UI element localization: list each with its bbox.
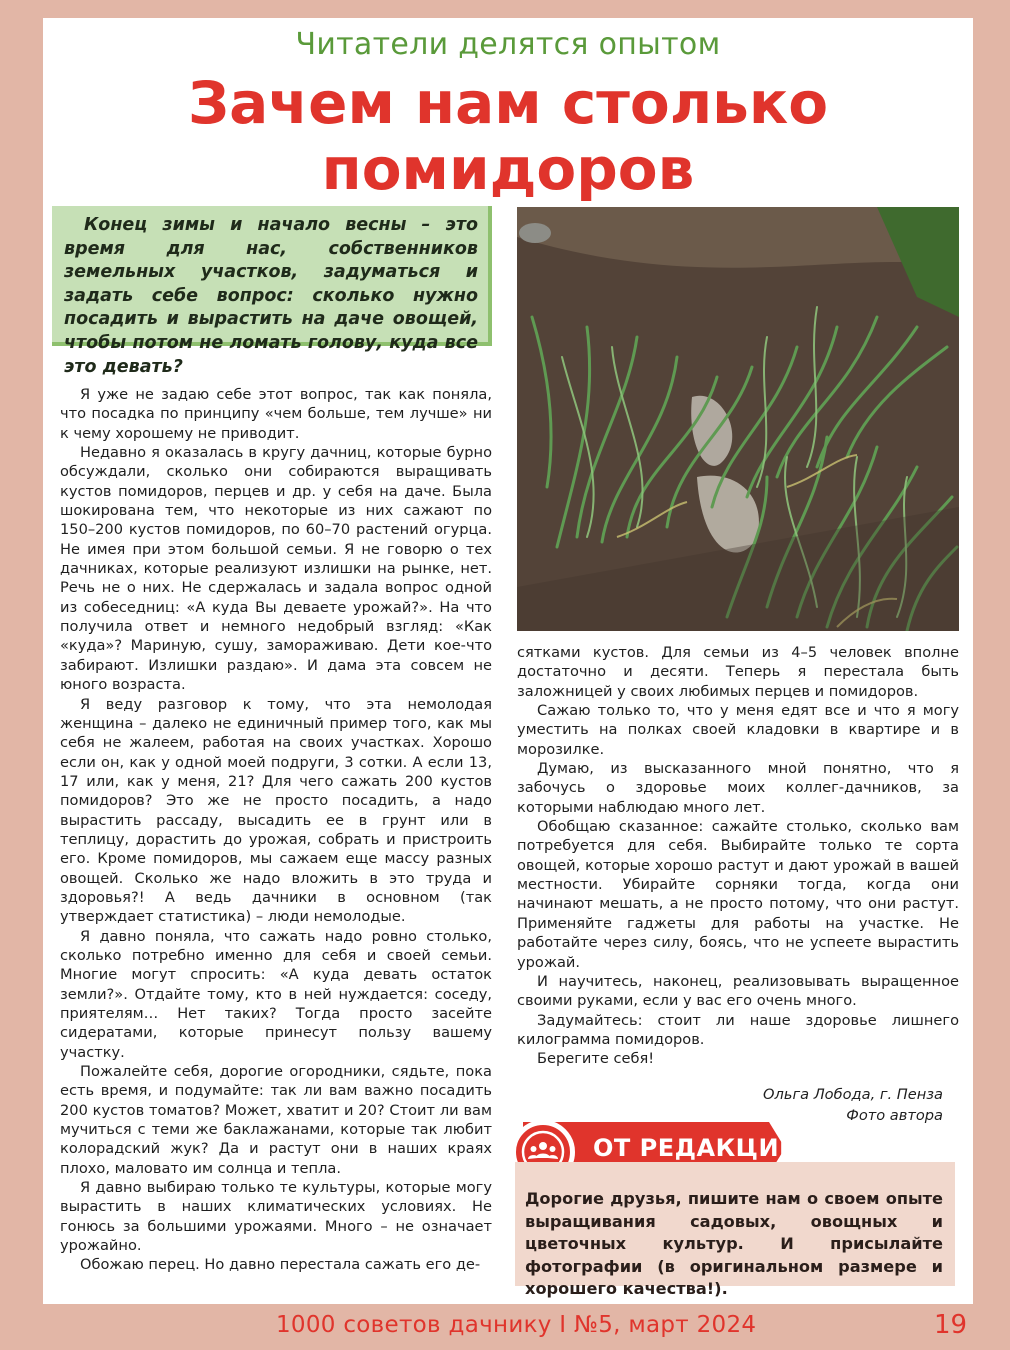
garlic-beds-photo [517, 207, 959, 631]
paragraph: Я веду разговор к тому, что эта немолодая женщина – далеко не единичный пример того, как мы себя не жалеем, работая на своих участках. Хорошо если он, как у одной моей подруги, 3 сотки. А если 13, 17 или, как у меня, 21? Для чего сажать 200 кустов помидоров? Это же не просто посадить, а надо вырастить рассаду, высадить ее в грунт или в теплицу, дорастить до урожая, собрать и пристроить его. Кроме помидоров, мы сажаем еще массу разных овощей. Сколько же надо вложить в это труда и здоровья?! А ведь дачники в основном (так утверждает статистика) – люди немолодые. [60, 695, 492, 926]
page-number: 19 [934, 1310, 968, 1340]
paragraph: Берегите себя! [537, 1050, 655, 1068]
paragraph: Задумайтесь: стоит ли наше здоровье лишнего килограмма помидоров. [517, 1011, 959, 1048]
paragraph: сятками кустов. Для семьи из 4–5 человек вполне достаточно и десяти. Теперь я перестала быть заложницей у своих любимых перцев и помидоров. [517, 644, 959, 700]
garden-photo-illustration [517, 207, 959, 631]
photo-credit: Фото автора [846, 1107, 943, 1124]
paragraph: Я уже не задаю себе этот вопрос, так как поняла, что посадка по принципу «чем больше, тем лучше» ни к чему хорошему не приводит. [60, 386, 492, 442]
paragraph: Я давно поняла, что сажать надо ровно столько, сколько потребно именно для себя и своей семьи. Многие могут спросить: «А куда девать остаток земли?». Отдайте тому, кто в ней нуждается: соседу, приятелям… Нет таких? Тогда просто засейте сидератами, которые принесут пользу вашему участку. [60, 927, 492, 1061]
page-footer [0, 1306, 1010, 1346]
editorial-text: Дорогие друзья, пишите нам о своем опыте выращивания садовых, овощных и цветочных культур. И присылайте фотографии (в оригинальном размере и хорошего качества!). [525, 1189, 943, 1299]
lead-box [52, 206, 492, 377]
article-page [43, 18, 973, 1304]
editorial-box [515, 1162, 955, 1299]
page-title [43, 70, 973, 202]
paragraph: Обобщаю сказанное: сажайте столько, сколько вам потребуется для себя. Выбирайте только те сорта овощей, которые хорошо растут и дают урожай в вашей местности. Убирайте сорняки тогда, когда они начинают мешать, а не просто потому, что они растут. Применяйте гаджеты для работы на участке. Не работайте через силу, боясь, что не успеете вырастить урожай. [517, 818, 959, 971]
magazine-issue: 1000 советов дачнику I №5, март 2024 [276, 1312, 757, 1338]
paragraph: Обожаю перец. Но давно перестала сажать его де- [80, 1256, 481, 1274]
author-name: Ольга Лобода, г. Пенза [763, 1086, 943, 1103]
editorial-title: ОТ РЕДАКЦИИ [593, 1134, 800, 1162]
paragraph: Пожалейте себя, дорогие огородники, сядьте, пока есть время, и подумайте: так ли вам важно посадить 200 кустов томатов? Может, хватит и 20? Стоит ли вам мучиться с теми же баклажанами, которые так любит колорадский жук? Да и растут они в наших краях плохо, маловато им солнца и тепла. [60, 1063, 492, 1177]
signature-block [517, 1084, 943, 1126]
paragraph: Думаю, из высказанного мной понятно, что я забочусь о здоровье моих коллег-дачников, за которыми наблюдаю много лет. [517, 760, 959, 816]
article-column-left [60, 385, 492, 1275]
paragraph: Я давно выбираю только те культуры, которые могу вырастить в наших климатических условиях. Не гонюсь за большими урожаями. Много – не означает урожайно. [60, 1179, 492, 1255]
lead-text: Конец зимы и начало весны – это время для нас, собственников земельных участков, задуматься и задать себе вопрос: сколько нужно посадить и вырастить на даче овощей, чтобы потом не ломать голову, куда все это девать? [64, 215, 478, 377]
paragraph: И научитесь, наконец, реализовывать выращенное своими руками, если у вас его очень много. [517, 972, 959, 1010]
title-line-1: Зачем нам столько [187, 69, 829, 137]
article-column-right [517, 643, 959, 1069]
rubric: Читатели делятся опытом [295, 27, 721, 62]
title-line-2: помидоров [321, 135, 695, 203]
paragraph: Сажаю только то, что у меня едят все и что я могу уместить на полках своей кладовки в квартире и в морозилке. [517, 702, 959, 758]
paragraph: Недавно я оказалась в кругу дачниц, которые бурно обсуждали, сколько они собираются выращивать кустов помидоров, перцев и др. у себя на даче. Была шокирована тем, что некоторые из них сажают по 150–200 кустов помидоров, по 60–70 растений огурца. Не имея при этом большой семьи. Я не говорю о тех дачниках, которые реализуют излишки на рынке, нет. Речь не о них. Не сдержалась и задала вопрос одной из собеседниц: «А куда Вы деваете урожай?». На что получила ответ и немного недобрый взгляд: «Как «куда»? Мариную, сушу, замораживаю. Дети кое-что забирают. Излишки раздаю». И дама эта совсем не юного возраста. [60, 444, 492, 694]
